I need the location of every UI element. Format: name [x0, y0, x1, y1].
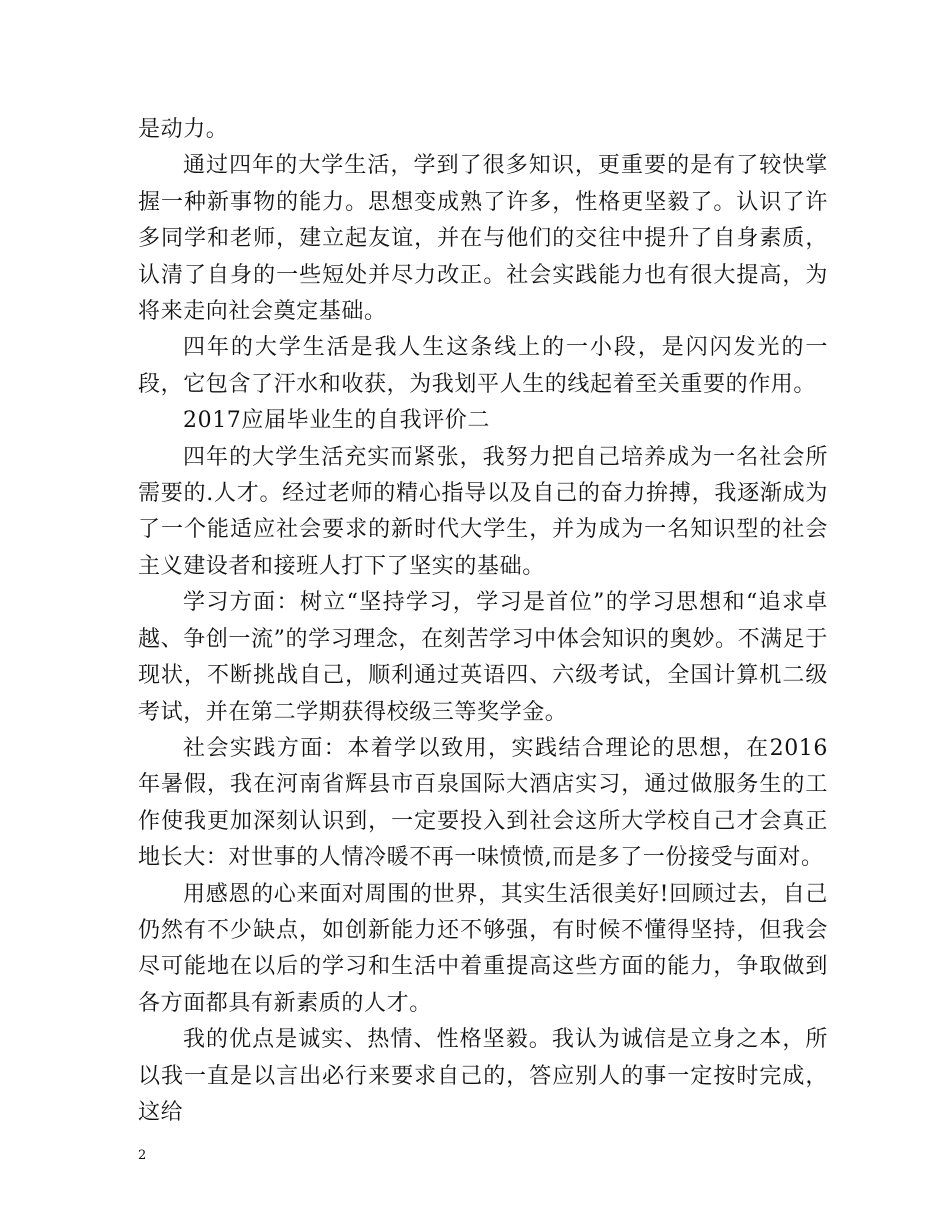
- section-heading: 2017应届毕业生的自我评价二: [183, 408, 490, 434]
- document-body: [138, 112, 828, 1131]
- paragraph: 四年的大学生活是我人生这条线上的一小段，是闪闪发光的一段，它包含了汗水和收获，为我划平人生的线起着至关重要的作用。: [138, 335, 828, 397]
- paragraph: 社会实践方面：本着学以致用，实践结合理论的思想，在2016年暑假，我在河南省辉县市百泉国际大酒店实习，通过做服务生的工作使我更加深刻认识到，一定要投入到社会这所大学校自己才会真正地长大：对世事的人情冷暖不再一味愤愤,而是多了一份接受与面对。: [138, 735, 828, 871]
- paragraph-continuation: 是动力。: [138, 117, 229, 142]
- paragraph: 四年的大学生活充实而紧张，我努力把自己培养成为一名社会所需要的.人才。经过老师的精心指导以及自己的奋力拚搏，我逐渐成为了一个能适应社会要求的新时代大学生，并为成为一名知识型的社会主义建设者和接班人打下了坚实的基础。: [138, 444, 828, 579]
- paragraph: 我的优点是诚实、热情、性格坚毅。我认为诚信是立身之本，所以我一直是以言出必行来要求自己的，答应别人的事一定按时完成，这给: [138, 1027, 828, 1125]
- page-number: 2: [138, 1148, 147, 1163]
- paragraph: 通过四年的大学生活，学到了很多知识，更重要的是有了较快掌握一种新事物的能力。思想变成熟了许多，性格更坚毅了。认识了许多同学和老师，建立起友谊，并在与他们的交往中提升了自身素质，认清了自身的一些短处并尽力改正。社会实践能力也有很大提高，为将来走向社会奠定基础。: [138, 153, 828, 325]
- paragraph: 学习方面：树立“坚持学习，学习是首位”的学习思想和“追求卓越、争创一流”的学习理念，在刻苦学习中体会知识的奥妙。不满足于现状，不断挑战自己，顺利通过英语四、六级考试，全国计算机二级考试，并在第二学期获得校级三等奖学金。: [138, 590, 828, 725]
- paragraph: 用感恩的心来面对周围的世界，其实生活很美好!回顾过去，自己仍然有不少缺点，如创新能力还不够强，有时候不懂得坚持，但我会尽可能地在以后的学习和生活中着重提高这些方面的能力，争取做到各方面都具有新素质的人才。: [138, 881, 828, 1016]
